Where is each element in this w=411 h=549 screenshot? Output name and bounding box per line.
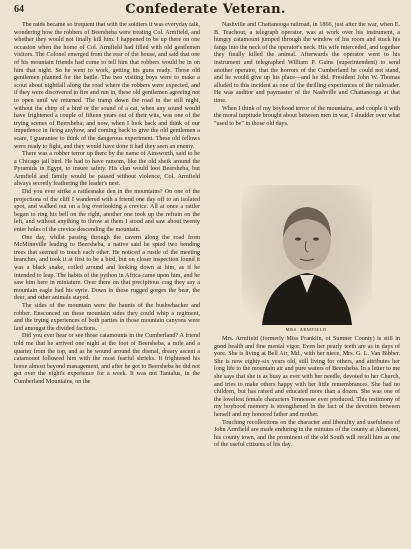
right-paragraph-4: Touching recollections on the character and liberality and usefulness of John Armfield are made enduring in the minutes of the county at Altamont, his county town, and the prominent of the old South will recall him as one of the useful citizens of his day. [214,419,400,449]
right-bottom-text [214,336,400,541]
page-header [0,0,411,20]
left-column [14,22,200,542]
right-paragraph-2: When I think of my boyhood terror of the mountains, and couple it with the moral turpitude brought about between men in war, I shudder over what "used to be" in those old days. [214,105,400,127]
left-paragraph-1: The raids became so frequent that with the soldiers it was everyday talk, wondering how the robbers of Beersheba were treating Col. Armfield, and whether they would not finally kill him. I happened to be up there on one occasion when the home of Col. Armfield had filled with old gentlemen visitors. The Colonel emerged from the rear of the house, and said that one of his mountain friends had come to tell him that robbers would be in on him that night. So he went to work, getting his guns ready. Those old gentlemen planned for the battle. The two visiting boys were to make a scout about nightfall along the road where the robbers were expected, and if they were discovered to fire and run in, these old gentlemen agreeing not to open until we returned. The tramp down the road in the still night, without the chirp of a bird or the sound of a cat, when any sound would have frightened a couple of fifteen years out of their wits, was one of the trying scenes of Beersheba; and now, when I look back and think of our impudence in firing anyhow, and coming back to give the old gentlemen a scare, I guarantee to think of the dangerous experiment. These old fellows were ready to fight, and they would have done it had they seen an enemy. [14,22,200,150]
left-paragraph-5: The sides of the mountain were the haunts of the bushwhacker and robber. Ensconced on these mountain sides they could whip a regiment, and the trying experiences of both parties in those mountain canyons were laid amongst the divided factions. [14,302,200,332]
page-number: 64 [14,4,24,15]
portrait-image [242,185,372,325]
portrait-figure [214,185,400,335]
left-paragraph-2: There was a robber terror up there by the name of Ainsworth, said to be a Chicago jail bird. He had to have ransom, like the old sheik around the Pyramids in Egypt, to insure safety. His clan would loot Beersheba, but Armfield and family would be passed without violence, Col. Armfield always secretly feathering the leader's nest. [14,151,200,188]
portrait-caption: MRS. ARMFIELD. [285,327,329,332]
left-paragraph-6: Did you ever hear or see those catamounts in the Cumberland? A friend told me that he arrived one night at the foot of Beersheba, a mile and a quarter from the top, and as he wound around the dismal, dreary ascent a catamount followed him with the most fearful shrieks. It frightened his horse almost beyond management, and after he got to Beersheba he did not get over the night's experience for a week. It was not Tantalus, in the Cumberland Mountains, on the [14,333,200,385]
right-paragraph-3: Mrs. Armfield (formerly Miss Franklin, of Sumner County) is still in good health and fine mental vigor. Even her pearly teeth are as in days of yore. She is living at Bell Air, Md., with her niece, Mrs. G. L. Van Bibber. She is now eighty-six years old, still living for others, and attributes her long life to the mountain air and pure waters of Beersheba. In a letter to me she says that she is as busy as ever with her needle, devoted to her Church, and tries to make others happy with her little remembrances. She had no children, but has raised and educated more than a dozen. She was one of the loveliest female characters Tennessee ever produced. This testimony of my boyhood memory is strengthened in the fact of the devotion between herself and my honored father and mother. [214,336,400,418]
left-paragraph-4: One day, whilst passing through the cavern along the road from McMinnville leading to Beersheba, a native said he spied two bending trees that seemed to touch each other. He noticed a rustle of the meeting branches, and took it at first to be a bird, but on closer inspection found it was a black snake, coiled around and looking down at him, as if he intended to leap. The habits of the python in Africa came upon him, and he saw him here in miniature. Over there on that precipitous crag they say a mountain eagle had his eyrie. Down in those rugged gorges the bear, the deer, and other animals stayed. [14,234,200,302]
right-column [214,22,400,542]
left-paragraph-3: Did you ever strike a rattlesnake den in the mountains? On one of the projections of the cliff I wandered with a friend one day off to an isolated spot, and walked out on a log overlooking a crevice. All at once a rattler began to ring his bell on the right, another one took up the refrain on the left, and without anything to throw at them I stood and saw about twenty enter holes of the crevice descending the mountain. [14,189,200,234]
journal-title: Confederate Veteran. [125,2,286,17]
right-top-text [214,22,400,182]
right-paragraph-1: Nashville and Chattanooga railroad, in 1866, just after the war, when E. B. Teachout, a telegraph operator, was at work over his instrument, a hungry catamount jumped through the window of his room and stuck his fangs into the neck of the operator's neck. His wife interceded, and together they finally killed the animal. Afterwards the operator went to his instrument and telegraphed William P. Gains (superintendent) to send another operator, that the horrors of the Cumberland he could not stand, and he would give up his place—and he did. President John W. Thomas alluded to this incident as one of the thrilling experiences of the railroader. He was auditor and paymaster of the Nashville and Chattanooga at that time. [214,22,400,104]
